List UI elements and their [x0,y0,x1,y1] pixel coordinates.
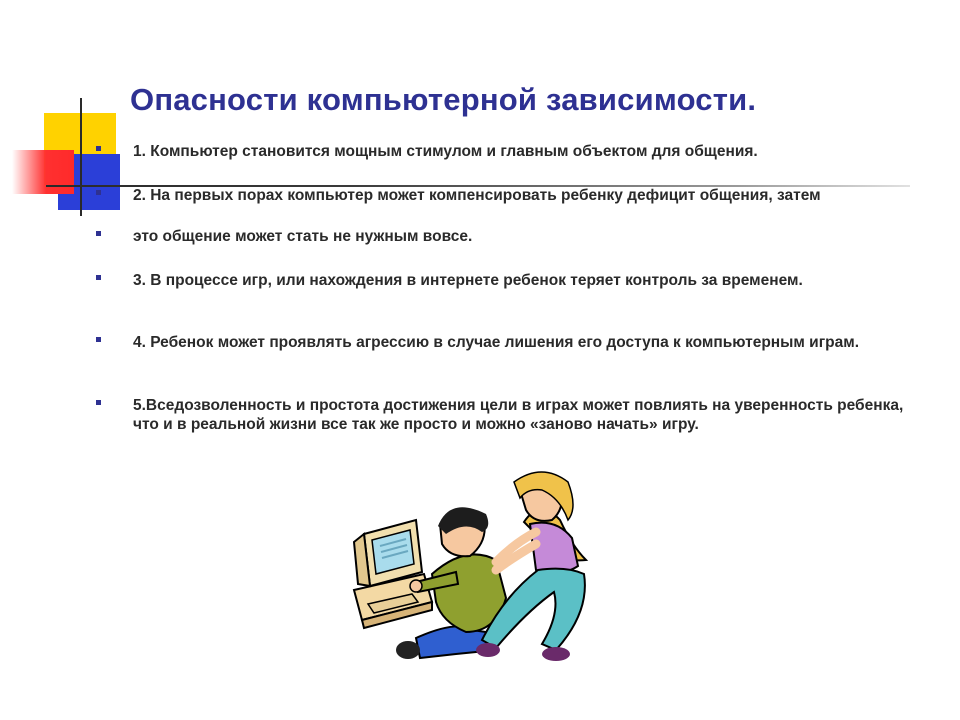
list-item-text: 1. Компьютер становится мощным стимулом и главным объектом для общения. [133,143,758,160]
girl-pulling-boy-illustration [346,462,608,672]
list-item-text: 4. Ребенок может проявлять агрессию в случае лишения его доступа к компьютерным играм. [133,334,860,351]
bullet-icon [96,146,101,151]
bullet-icon [96,337,101,342]
list-item-text: 5.Вседозволенность и простота достижения цели в играх может повлиять на уверенность ребенка, что и в реальной жизни все так же просто и можно «заново начать» игру. [133,397,904,433]
bullet-icon [96,190,101,195]
list-item-text: это общение может стать не нужным вовсе. [133,228,473,245]
list-item-text: 2. На первых порах компьютер может компенсировать ребенку дефицит общения, затем [133,187,821,204]
list-item-text: 3. В процессе игр, или нахождения в интернете ребенок теряет контроль за временем. [133,272,803,289]
decor-vertical-line [80,98,82,216]
bullet-icon [96,231,101,236]
bullet-icon [96,400,101,405]
decor-red-square [12,150,74,194]
slide-title: Опасности компьютерной зависимости. [130,82,757,117]
bullet-icon [96,275,101,280]
computer-icon [354,520,432,628]
